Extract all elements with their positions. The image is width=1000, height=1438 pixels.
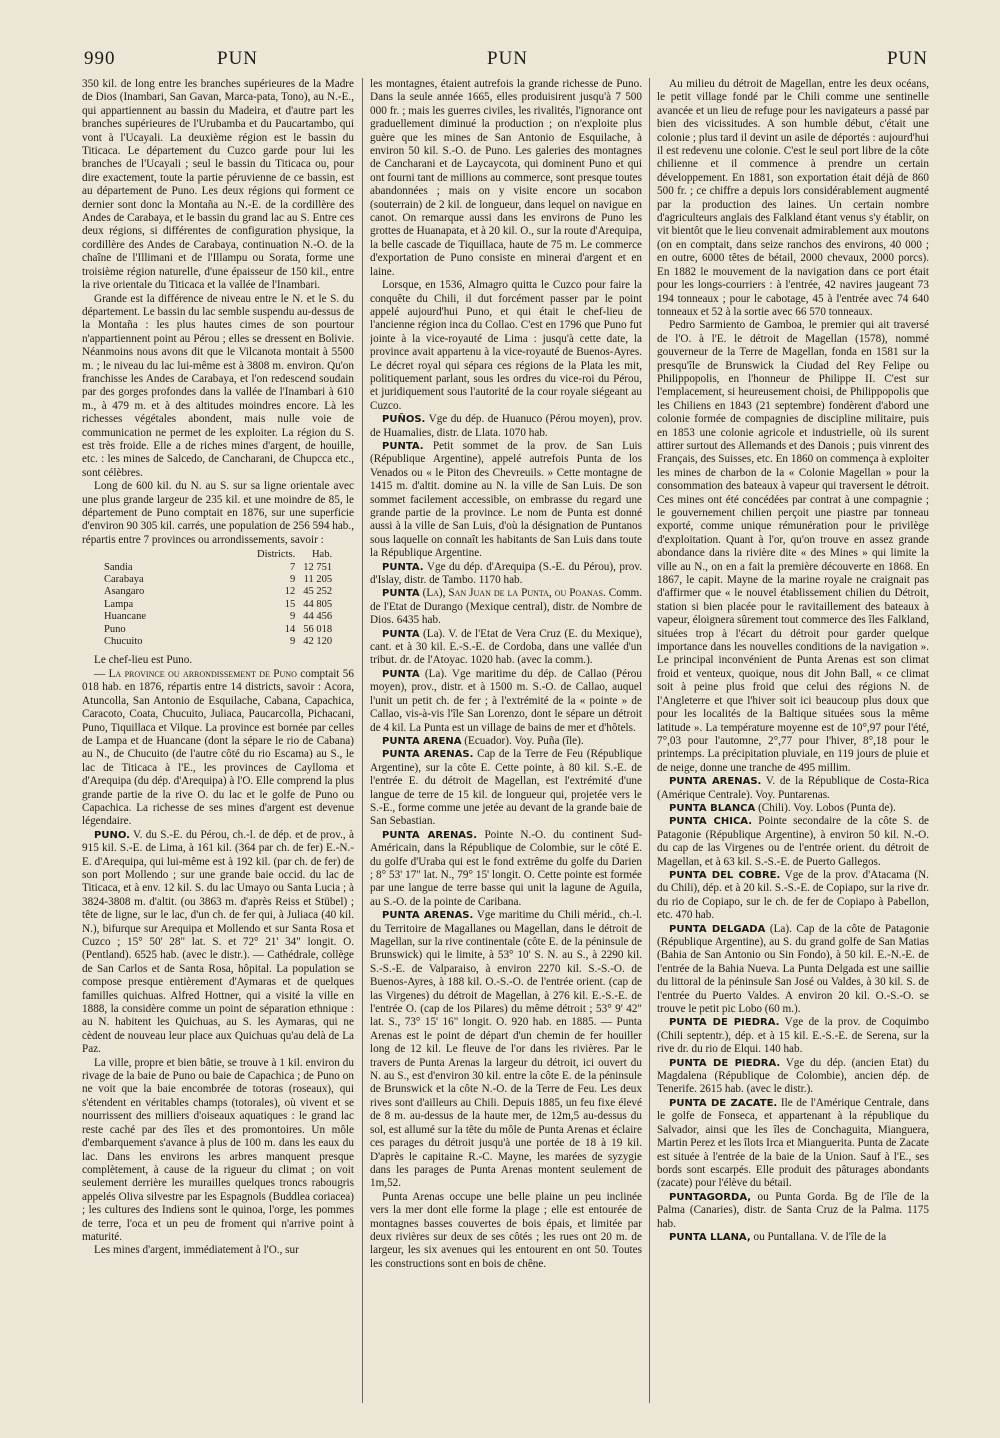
entry-headword: PUNTA. [382,561,424,573]
entry-body: Vge du dép. (ancien Etat) du Magdalena (République de Colombie), ancien dép. de Tenerife. 2615 hab. (avec le distr.). [657,1056,929,1096]
paragraph: Les mines d'argent, immédiatement à l'O., sur [94,1244,299,1257]
district-count: 12 [284,586,296,598]
column-3 [657,78,929,1408]
entry-body: Petit sommet de la prov. de San Luis (République Argentine), appelé autrefois Punta de los Venados ou « le Piton des Chevreuils. » Cette montagne de 1415 m. d'altit. domine au N. la ville de San Luis. De son sommet facilement accessible, on embrasse du regard une grande partie de la province. Le nom de Punta est donné aussi à la ville de San Luis, d'où la désignation de Puntanos sous laquelle on connaît les habitants de San Luis dans toute la République Argentine. [370,439,642,560]
entry-body: ou Puntallana. V. de l'île de la [753,1230,887,1243]
entry-puntagorda [657,1191,929,1231]
district-count: 14 [284,623,296,635]
entry-headword: PUNTAGORDA, [669,1191,752,1203]
district-count: 9 [289,636,296,648]
entry-punta-la [370,587,642,627]
entry-headword: PUNTA DE PIEDRA. [669,1057,781,1069]
province-name: Lampa [104,598,134,610]
districts-table [104,549,332,648]
entry-headword: PUNTA [382,588,420,600]
entry-body: Cap de la Terre de Feu (République Argentine), sur la côte E. Cette pointe, à 80 kil. S.-E. de l'entrée E. du détroit de Magellan, est l'extrémité d'une langue de terre de 15 kil. de longueur qui, projetée vers le S.-E., forme comme une jetée au devant de la grande baie de San Sebastian. [370,748,642,828]
entry-punta-la [370,628,642,668]
entry-punta-la [370,668,642,735]
entry-body: Pointe secondaire de la côte S. de Patagonie (République Argentine), à environ 50 kil. N.-O. du cap de las Virgenes ou de l'entrée orient. du détroit de Magellan, et à 63 kil. S.-S.-E. de Puerto Gallegos. [657,815,929,868]
headword-right: PUN [886,48,928,69]
entry-headword: PUNTA [382,668,420,680]
table-row [104,574,332,586]
entry-body: (La). V. de l'Etat de Vera Cruz (E. du Mexique), cant. et à 30 kil. E.-S.-E. de Cordoba, dans une vallée d'un tribut. dr. de l'Atoyac. 1020 hab. (avec la comm.). [370,627,642,667]
entry-headword: PUNTA ARENAS. [382,749,474,761]
province-name: Carabaya [104,574,144,586]
entry-headword: PUNTA ARENA [382,735,462,747]
entry-headword: PUNTA BLANCA [669,802,756,814]
entry-body: Vge du dép. de Huanuco (Pérou moyen), prov. de Huamalies, distr. de Llata. 1070 hab. [370,413,642,439]
province-name: Huancane [104,611,146,623]
district-count: 7 [289,561,296,573]
entry-headword: PUNTA DE ZACATE. [669,1097,778,1109]
table-header-blank [104,549,249,561]
population: 11 205 [303,574,333,586]
entry-punta-de-piedra [657,1016,929,1056]
table-header-row [104,549,332,561]
page-number: 990 [84,48,116,69]
entry-punta-delgada [657,923,929,1017]
entry-body: V. de la République de Costa-Rica (Amérique Centrale). Voy. Puntarenas. [657,775,929,801]
province-name: Asangaro [104,586,145,598]
entry-body: (La). Cap de la côte de Patagonie (République Argentine), au S. du grand golfe de San Matias (Bahia de San Antonio ou Sin Fondo), à 50 kil. E.-N.-E. de l'entrée de la Bahia Nueva. La Punta Delgada est une saillie du littoral de la péninsule San José ou Valdes, à 30 kil. S. de l'entrée du Puerto Valdes. A environ 20 kil. O.-S.-O. se trouve le petit pic Lobo (60 m.). [657,922,929,1016]
entry-headword: PUNTA DEL COBRE. [669,869,781,881]
paragraph: Long de 600 kil. du N. au S. sur sa ligne orientale avec une plus grande largeur de 235 kil. et une moindre de 85, le département de Puno comptait en 1876, sur une superficie d'environ 90 305 kil. carrés, une population de 256 594 hab., répartis entre 7 provinces ou arrondissements, savoir : [82,480,354,546]
table-row [104,636,332,648]
entry-body: (Ecuador). Voy. Puña (île). [464,734,584,747]
entry-punta [370,440,642,561]
entry-punta-arenas [370,748,642,828]
entry-headword: PUNTA [382,628,420,640]
entry-headword: PUNTA DELGADA [669,923,766,935]
entry-punta [370,561,642,588]
province-name: Chucuito [104,636,143,648]
entry-headword: PUNTA CHICA. [669,816,753,828]
entry-headword: PUNTA ARENAS. [382,910,474,922]
entry-headword: PUNTA. [382,440,424,452]
entry-body: Vge de la prov. de Coquimbo (Chili septentr.), dép. et à 15 kil. E.-S.-E. de Serena, sur la rive dr. du rio de Elqui. 140 hab. [657,1016,929,1056]
entry-body: (La). Vge maritime du dép. de Callao (Pérou moyen), prov., distr. et à 1500 m. S.-O. de Callao, auquel l'unit un petit ch. de fer ; à l'extrémité de la « pointe » de Callao, vis-à-vis l'île San Lorenzo, dont le sépare un détroit de 4 kil. La Punta est un village de bains de mer et d'hôtels. [370,667,642,734]
entry-headword: PUNTA LLANA, [669,1231,751,1243]
running-head [84,48,940,74]
province-name: Puno [104,623,126,635]
population: 44 805 [303,598,333,610]
population: 44 456 [303,611,333,623]
province-name: Sandia [104,561,133,573]
table-header-hab: Hab. [311,549,333,561]
entry-punta-arenas [370,909,642,1191]
table-header-districts: Districts. [257,549,296,561]
paragraph: les montagnes, étaient autrefois la grande richesse de Puno. Dans la seule année 1665, elles produisirent jusqu'à 7 500 000 fr. ; mais les guerres civiles, les rivalités, l'ignorance ont graduellement diminué la production ; on n'exploite plus guère que les mines de San Antonio de Esquilache, à environ 50 kil. S.-O. de Puno. Les galeries des montagnes de Cancharani et de Laycaycota, qui dominent Puno et qui ont fourni tant de millions au commerce, sont presque toutes abandonnées ; mais on y visite encore un socabon (souterrain) de 2 kil. de longueur, dans lequel on navigue en canot. On remarque aussi dans les environs de Puno les grottes de Huanapata, et à 20 kil. O., sur la route d'Arequipa, la belle cascade de Tiquillaca, haute de 75 m. Le commerce d'exportation de Puno consiste en minerai d'argent et en laine. [370,78,642,278]
district-count: 9 [289,611,296,623]
table-row [104,624,332,636]
population: 42 120 [303,636,333,648]
column-rule-1 [362,78,363,1403]
column-1 [82,78,354,1408]
district-count: 15 [284,598,296,610]
paragraph: La ville, propre et bien bâtie, se trouve à 1 kil. environ du rivage de la baie de Puno ou baie de Capachica ; de Puno on ne voit que la baie encombrée de totoras (roseaux), qui s'étendent en véritables champs (totorales), où vivent et se nourrissent des milliers d'oiseaux aquatiques : le grand lac reste caché par des îles et des promontoires. Un môle d'embarquement s'avance à plus de 100 m. dans les eaux du lac. Dans les environs les arbres manquent presque complètement, à cause de la rigueur du climat ; on voit seulement derrière les murailles quelques troncs rabougris appelés Oliva silvestre par les Espagnols (Buddlea coriacea) ; les cultures des Indiens sont le quinoa, l'orge, les pommes de terre, l'oca et un peu de froment qui n'arrive point à maturité. [82,1056,354,1243]
population: 56 018 [303,623,333,635]
entry-headword: PUNTA DE PIEDRA. [669,1017,780,1029]
entry-body: Pointe N.-O. du continent Sud-Américain, dans la République de Colombie, sur le côté E. du golfe d'Uraba qui est le fond extrême du golfe du Darien ; 8° 53' 17" lat. N., 79° 15' longit. O. Cette pointe est formée par une langue de terre basse qui unit la lagune de Aguila, au S.-O. de la pointe de Caribana. [370,828,642,908]
entry-lead: (La), San Juan de la Punta, ou Poanas. [422,587,606,600]
entry-punta-del-cobre [657,869,929,923]
entry-punos [370,413,642,440]
paragraph: Punta Arenas occupe une belle plaine un peu inclinée vers la mer dont elle forme la plage ; elle est entourée de montagnes basses couvertes de bois épais, et limitée par deux rivières sur deux de ses côtés ; les rues ont 20 m. de largeur, les six avenues qui les entourent en ont 50. Toutes les constructions sont en bois de chêne. [370,1190,642,1270]
table-row [104,586,332,598]
entry-punta-arena [370,735,642,748]
entry-headword: PUNTA ARENAS. [382,829,478,841]
paragraph-body: comptait 56 018 hab. en 1876, répartis entre 14 districts, savoir : Acora, Atuncolla, San Antonio de Esquilache, Cabana, Capachica, Caracoto, Coata, Chucuito, Juliaca, Paucarcolla, Pichacani, Puno, Tiquillaca et Vilque. La province est bornée par celles de Lampa et de Huancane (dont la sépare le rio de Cabana) au N., de Chucuito (de l'autre côté du rio Escama) au S., le lac de Titicaca à l'E., les provinces de Caylloma et d'Arequipa (du dép. d'Arequipa) à l'O. Elle comprend la plus grande partie de la rive O. du lac et le golfe de Puno ou Capachica. La richesse de ses mines d'argent est devenue légendaire. [82,667,354,828]
entry-body: V. du S.-E. du Pérou, ch.-l. de dép. et de prov., à 915 kil. S.-E. de Lima, à 161 kil. (364 par ch. de fer) E.-N.-E. d'Arequipa, qui lui-même est à 192 kil. (par ch. de fer) de son port Mollendo ; sur une grande baie occid. du lac de Titicaca, et à env. 12 kil. S. du lac Umayo ou Santa Lucia ; à 3824-3808 m. d'altit. (ou 3863 m. d'après Reiss et Stübel) ; tête de ligne, sur le lac, d'un ch. de fer qui, à Juliaca (40 kil. N.), bifurque sur Arequipa et Mollendo et sur Santa Rosa et Cuzco ; 15° 50' 28" lat. S. et 72° 21' 34" longit. O. (Pentland). 6525 hab. (avec le distr.). — Cathédrale, collège de San Carlos et de Santa Rosa, hôpital. La population se compose presque entièrement d'Aymaras et de quelques familles quichuas. Alfred Hottner, qui a visité la ville en 1888, la considère comme un point de séparation ethnique : au N. habitent les Quichuas, au S. les Aymaras, qui ne cèdent de nouveau leur place aux Quichuas qu'au delà de La Paz. [82,828,354,1056]
entry-punta-arenas [657,775,929,802]
entry-punta-llana [657,1231,929,1244]
entry-body: Vge maritime du Chili mérid., ch.-l. du Territoire de Magallanes ou Magellan, dans le détroit de Magellan, sur la rive continentale (côte E. de la péninsule de Brunswick) qui le limite, à 53° 10' S. N. au S., à 2290 kil. S.-S.-E. de Valparaiso, à environ 2270 kil. S.-S.-O. de Buenos-Ayres, à 188 kil. O.-S.-O. de l'entrée orient. (cap de las Virgenes) du détroit de Magellan, à 276 kil. E.-S.-E. de l'entrée O. (cap de los Pilares) du même détroit ; 53° 9' 42" lat. S., 73° 15' 16" longit. O. 920 hab. en 1885. — Punta Arenas est le point de départ d'un chemin de fer houiller long de 12 kil. Le fleuve de l'or dans les rivières. Par le travers de Punta Arenas la largeur du détroit, ici ouvert du N. au S., est d'environ 30 kil. entre la côte E. de la péninsule de Brunswick et la côte N.-O. de la Terre de Feu. Les deux rives sont d'ailleurs au Chili. Depuis 1885, un feu fixe élevé de 8 m. au-dessus de la haute mer, de 12m,5 au-dessus du sol, est allumé sur la tête du môle de Punta Arenas et éclaire ces parages du détroit jusqu'à une portée de 18 à 19 kil. D'après le capitaine R.-C. Mayne, les marées de syzygie dans les parages de Punta Arenas montent seulement de 1m,52. [370,909,642,1190]
entry-punta-de-zacate [657,1097,929,1191]
paragraph: Au milieu du détroit de Magellan, entre les deux océans, le petit village fondé par le Chili comme une sentinelle avancée et un lieu de refuge pour les navigateurs a passé par bien des vicissitudes. A son humble début, c'était une colonie ; plus tard il devint un asile de déportés : aujourd'hui il est redevenu une colonie. C'est le seul port libre de la côte chilienne et il commence à prendre un certain développement. En 1881, son exportation était déjà de 860 500 fr. ; ce chiffre a depuis lors considérablement augmenté par la production des laines. Un certain nombre d'agriculteurs anglais des Falkland étant venus s'y établir, on vit bientôt que le lieu convenait admirablement aux moutons (on en comptait, dans seize ranchos des environs, 40 000 ; en outre, 6000 têtes de bétail, 2000 chevaux, 2000 porcs). En 1882 le mouvement de la navigation dans ce port était pour les longs-courriers : à l'entrée, 42 navires jaugeant 73 194 tonneaux ; pour le cabotage, 45 à l'entrée avec 74 640 tonneaux et 52 à la sortie avec 66 570 tonneaux. [657,78,929,318]
entry-headword: PUÑOS. [382,414,426,426]
entry-body: (Chili). Voy. Lobos (Punta de). [758,801,896,814]
table-row [104,562,332,574]
entry-body: Vge de la prov. d'Atacama (N. du Chili), dép. et à 20 kil. S.-S.-E. de Copiapo, sur la rive dr. du rio de Copiapo, sur le ch. de fer de Copiapo à Pabellon, etc. 470 hab. [657,868,929,922]
entry-punta-arenas [370,829,642,909]
table-row [104,599,332,611]
district-count: 9 [289,574,296,586]
entry-body: Vge du dép. d'Arequipa (S.-E. du Pérou), prov. d'Islay, distr. de Tambo. 1170 hab. [370,560,642,587]
entry-headword: PUNO. [94,829,130,841]
entry-body: Comm. de l'Etat de Durango (Mexique central), distr. de Nombre de Dios. 6435 hab. [370,587,642,627]
paragraph: Pedro Sarmiento de Gamboa, le premier qui ait traversé de l'O. à l'E. le détroit de Magellan (1578), nommé gouverneur de la Terre de Magellan, fonda en 1581 sur la presqu'île de Brunswick la Ciudad del Rey Felipe ou Philippopolis, en l'honneur de Philippe II. C'est sur l'emplacement, si heureusement choisi, de Philippopolis que les Chiliens en 1843 (21 septembre) fondèrent d'abord une colonie formée de compagnies de discipline militaire, puis en 1853 une colonie agricole et industrielle, où ils surent attirer surtout des Allemands et des Danois ; puis vinrent des Français, des Suisses, etc. En 1860 on commença à exploiter les mines de charbon de la « Colonie Magellan » pour la consommation des bateaux à vapeur qui traversent le détroit. Ces mines ont été concédées par contrat à une compagnie ; le gouvernement chilien perçoit une piastre par tonneau exporté, comme unique rémunération pour le privilège d'exploitation. Quant à l'or, qu'on trouve en assez grande abondance dans la rivière dite « des Mines » qui limite la ville au N., on en a fait la première découverte en 1868. En 1867, le capit. Mayne de la marine royale ne craignait pas d'affirmer que « le nouvel établissement chilien du Détroit, station si bien placée pour le ravitaillement des bateaux à vapeur, éloignera sûrement tout commerce des îles Falkland, situées trop à l'écart du détroit pour garder quelque importance dans les nouvelles conditions de la navigation ». Le principal inconvénient de Punta Arenas est son climat froid et venteux, quoique, nous dit John Ball, « ce climat soit à peine plus froid que celui des régions N. de l'Angleterre et que l'hiver soit ici beaucoup plus doux que pour les localités de la Baltique situées sous la même latitude ». La température moyenne est de 10°,97 pour l'été, 7°,03 pour l'automne, 2°,77 pour l'hiver, 8°,18 pour le printemps. La précipitation pluviale, en 119 jours de pluie et de neige, donne une tranche de 495 millim. [657,319,929,774]
table-row [104,611,332,623]
entry-punta-de-piedra [657,1057,929,1097]
column-2 [370,78,642,1408]
paragraph-lead: — La province ou arrondissement de Puno [94,667,297,680]
paragraph: Grande est la différence de niveau entre le N. et le S. du département. Le bassin du lac semble suspendu au-dessus de la Montaña : les plus hautes cimes de son pourtour n'appartiennent point au Pérou ; elles se dressent en Bolivie. Néanmoins nous avons dit que le Vilcanota montait à 5500 m. ; le niveau du lac lui-même est à 3808 m. environ. Qu'on franchisse les Andes de Carabaya, et l'on redescend soudain par des gorges profondes dans la vallée de l'Inambari à 610 m., à 479 m. et à des altitudes moindres encore. Là les richesses végétales abondent, mais nulle voie de communication ne permet de les exploiter. La région du S. est très froide. Elle a de riches mines d'argent, de houille, etc. : les mines de Salcedo, de Cancharani, de Chupcca etc., sont célèbres. [82,292,354,479]
paragraph: Le chef-lieu est Puno. [94,654,193,667]
entry-body: ou Punta Gorda. Bg de l'île de la Palma (Canaries), distr. de Santa Cruz de la Palma. 1175 hab. [657,1190,929,1230]
population: 45 252 [303,586,333,598]
entry-headword: PUNTA ARENAS. [669,776,762,788]
headword-center: PUN [487,48,529,69]
entry-puno [82,829,354,1057]
paragraph: Lorsque, en 1536, Almagro quitta le Cuzco pour faire la conquête du Chili, il dut forcément passer par le point appelé aujourd'hui Puno, et qui était le chef-lieu de l'ancienne région inca du Collao. C'est en 1796 que Puno fut jointe à la vice-royauté de Lima : jusqu'à cette date, la province avait appartenu à la vice-royauté de Buenos-Ayres. Le décret royal qui sépara ces régions de la Plata les mit, politiquement parlant, sous les ordres du vice-roi du Pérou, et juridiquement sous l'autorité de la cour royale siégeant au Cuzco. [370,279,642,412]
entry-punta-chica [657,815,929,869]
column-rule-2 [649,78,650,1403]
entry-punta-blanca [657,802,929,815]
entry-body: Ile de l'Amérique Centrale, dans le golfe de Fonseca, et appartenant à la république du Salvador, ainsi que les îles de Conchaguita, Mianguera, Martin Perez et les îlots Irca et Mianguerita. Punta de Zacate est située à l'entrée de la baie de la Union. Sauf à l'E., ses bords sont escarpés. Elle produit des pâturages abondants (zacate) pour l'élève du bétail. [657,1096,929,1190]
paragraph [82,668,354,829]
paragraph: 350 kil. de long entre les branches supérieures de la Madre de Dios (Inambari, San Gavan, Marca-pata, Tono), au N.-E., qui appartiennent au bassin du Madeira, et d'autre part les branches supérieures de l'Urubamba et du Paucartambo, qui vont à l'Ucayali. La deuxième région est le bassin du Titicaca. Le département du Cuzco garde pour lui les branches de l'Ucayali ; seul le bassin du Titicaca ou, pour dire exactement, toute la partie péruvienne de ce bassin, est au département de Puno. Les deux régions qui forment ce dernier sont donc la Montaña au N.-E. de la cordillère des Andes de Carabaya, et le bassin du grand lac au S. Entre ces deux régions, si différentes de configuration physique, la cordillère des Andes de Carabaya, continuation N.-O. de la chaîne de l'Illimani et de l'Illampu ou Sorata, forme une troisième région naturelle, d'une épaisseur de 150 kil., entre la rive orientale du Titicaca et la vallée de l'Inambari. [82,78,354,292]
headword-left: PUN [217,48,259,69]
population: 12 751 [303,561,333,573]
